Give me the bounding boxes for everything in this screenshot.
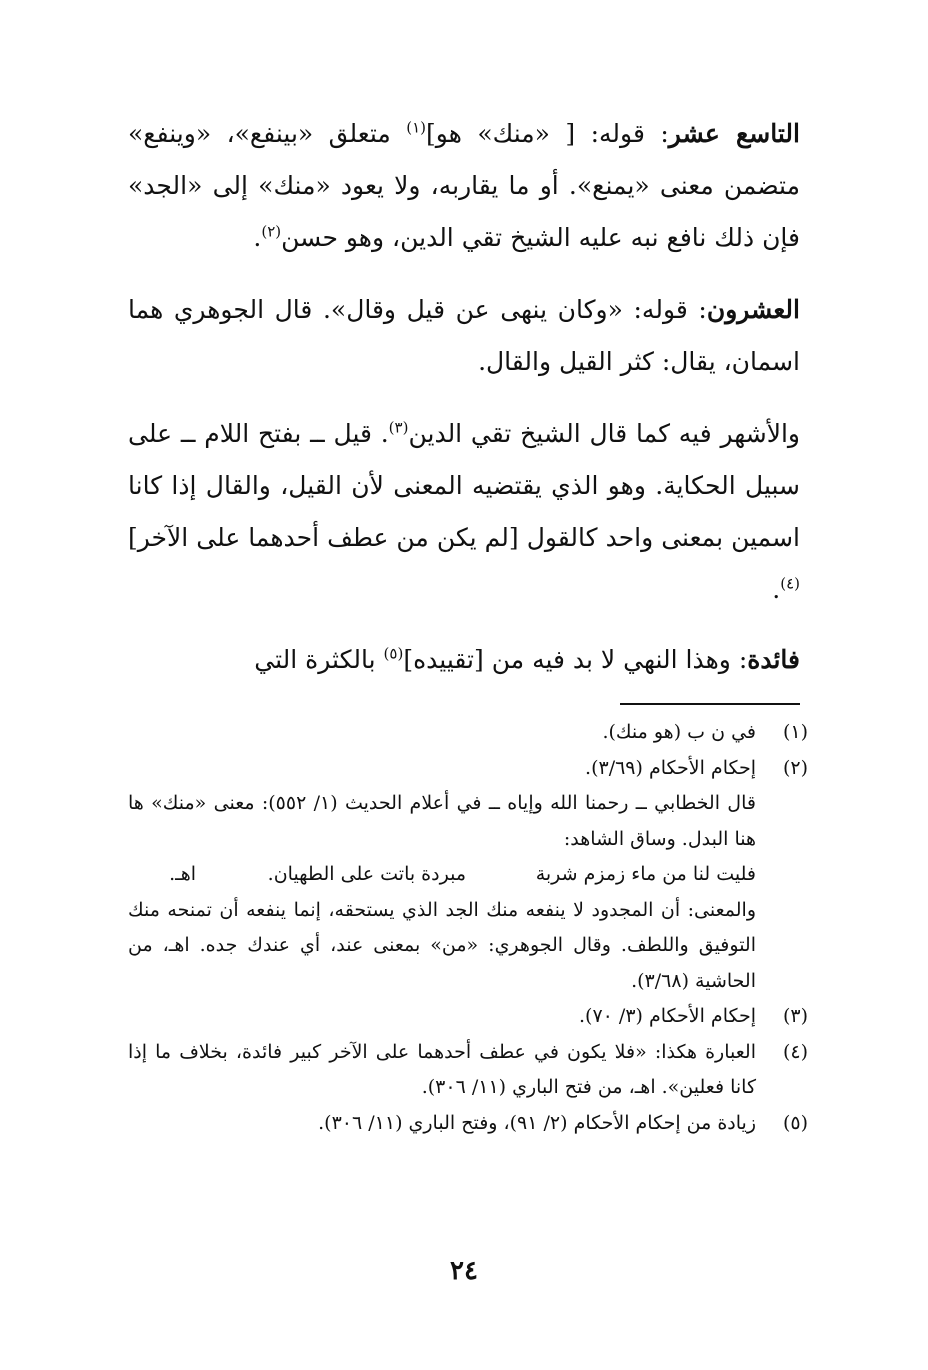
footnotes [128, 715, 808, 1141]
footnote-2-quote: قال الخطابي ــ رحمنا الله وإياه ــ في أعلام الحديث (١/ ٥٥٢): معنى «منك» ها هنا البدل. وساق الشاهد: [128, 792, 756, 850]
paragraph-text: : قوله: «وكان ينهى عن قيل وقال». قال الجوهري هما اسمان، يقال: كثر القيل والقال. [128, 295, 800, 376]
paragraph-20 [128, 284, 800, 388]
footnote-ref[interactable]: (٢) [261, 222, 282, 241]
paragraph-text: . [772, 575, 781, 604]
footnote-ref[interactable]: (٣) [388, 418, 409, 437]
footnote-5 [128, 1106, 808, 1142]
paragraph-ashhar [128, 408, 800, 616]
footnote-text: إحكام الأحكام (٣/ ٧٠). [578, 1005, 756, 1027]
verse-second-hemistich: مبردة باتت على الطهيان. [267, 863, 466, 885]
footnote-number: (٢) [782, 756, 808, 779]
poetry-verse [128, 857, 756, 893]
paragraph-text: : وهذا النهي لا بد فيه من [تقييده] [403, 645, 748, 674]
footnote-text: إحكام الأحكام (٣/٦٩). [585, 756, 756, 779]
paragraph-text: . قيل ــ بفتح اللام ــ على سبيل الحكاية. وهو الذي يقتضيه المعنى لأن القيل، والقال إذا كانا اسمين بمعنى واحد كالقول [لم يكن من عطف أحدهما على الآخر] [128, 419, 800, 552]
footnote-3 [128, 999, 808, 1035]
footnote-text: العبارة هكذا: «فلا يكون في عطف أحدهما على الآخر كبير فائدة، بخلاف ما إذا كانا فعلين». اهـ، من فتح الباري (١١/ ٣٠٦). [128, 1040, 756, 1098]
footnote-1 [128, 715, 808, 751]
footnote-4 [128, 1035, 808, 1106]
paragraph-text: بالكثرة التي [254, 645, 384, 674]
footnote-2 [128, 751, 808, 787]
footnote-2-explanation: والمعنى: أن المجدود لا ينفعه منك الجد الذي يستحقه، إنما ينفعه أن تمنحه منك التوفيق واللطف. وقال الجوهري: «من» بمعنى عند، أي عندك جده. اهـ، من الحاشية (٣/٦٨). [128, 898, 756, 992]
paragraph-heading: فائدة [747, 645, 800, 674]
footnote-text: زيادة من إحكام الأحكام (٢/ ٩١)، وفتح الباري (١١/ ٣٠٦). [318, 1111, 756, 1134]
paragraph-text: والأشهر فيه كما قال الشيخ تقي الدين [408, 419, 800, 448]
paragraph-text: . [253, 223, 262, 252]
footnote-number: (٣) [782, 1005, 808, 1027]
footnote-number: (٥) [782, 1111, 808, 1134]
footnote-ref[interactable]: (١) [406, 118, 427, 137]
paragraph-19 [128, 108, 800, 264]
paragraph-text: : قوله: [ «منك» هو] [426, 119, 669, 148]
paragraph-faida [128, 634, 800, 686]
footnote-ref[interactable]: (٤) [780, 574, 800, 593]
footnote-separator [620, 703, 800, 705]
verse-end-mark: اهـ. [169, 863, 196, 885]
page-number: ٢٤ [450, 1256, 478, 1286]
footnote-number: (١) [782, 721, 808, 743]
footnote-number: (٤) [782, 1040, 808, 1063]
paragraph-text: متعلق «بينفع»، «وينفع» متضمن معنى «يمنع». أو ما يقاربه، ولا يعود «منك» إلى «الجد» فإن ذلك نافع نبه عليه الشيخ تقي الدين، وهو حسن [128, 119, 800, 252]
paragraph-heading: التاسع عشر [668, 119, 800, 148]
verse-first-hemistich: فليت لنا من ماء زمزم شربة [535, 863, 756, 885]
footnote-text: في ن ب (هو منك). [602, 721, 756, 743]
footnote-ref[interactable]: (٥) [383, 644, 404, 663]
paragraph-heading: العشرون [706, 295, 800, 324]
